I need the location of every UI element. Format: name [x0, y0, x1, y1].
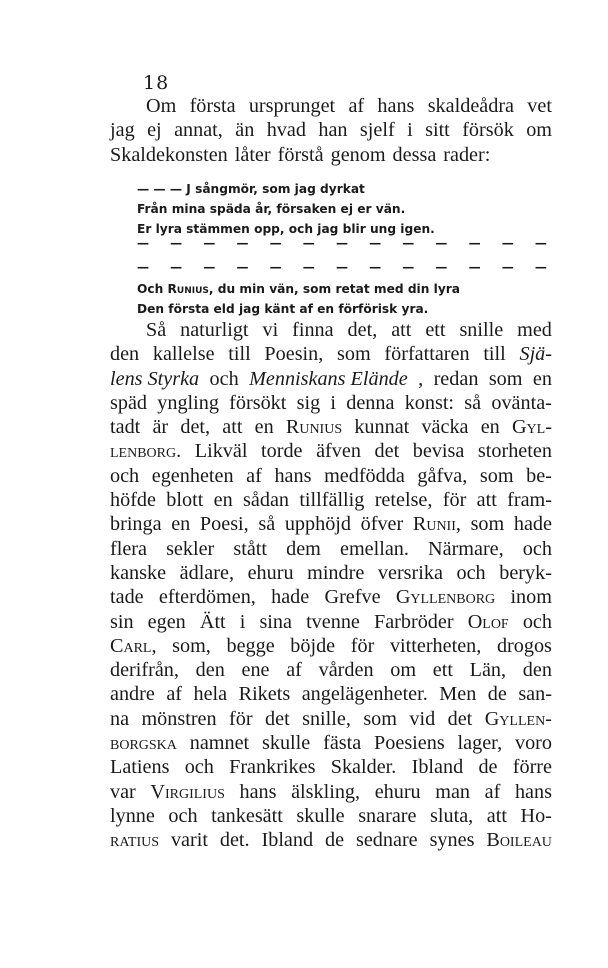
word: Frankrikes	[229, 756, 316, 779]
dash-row	[137, 236, 547, 250]
text-line	[110, 658, 552, 682]
verse-line: Er lyra stämmen opp, och jag blir ung igen.	[137, 222, 435, 236]
word: Skaldekonsten	[110, 143, 228, 166]
text-line	[110, 488, 552, 512]
word: om	[390, 659, 417, 682]
dash: —	[468, 260, 481, 274]
word: en	[171, 513, 191, 536]
word: sluta,	[430, 804, 474, 827]
word: egen	[147, 610, 186, 633]
text-line	[110, 464, 552, 488]
word: höfde	[110, 489, 156, 512]
word: hela	[193, 683, 228, 706]
word: tillfällig	[299, 489, 365, 512]
word: blott	[166, 489, 204, 512]
word: snille	[459, 319, 504, 341]
word: det	[374, 440, 400, 463]
word: författaren	[384, 343, 470, 366]
word: emellan.	[339, 537, 409, 560]
text-line	[110, 367, 552, 391]
word: hans	[274, 464, 312, 487]
dash: —	[534, 236, 547, 250]
word: med	[517, 319, 552, 341]
word: man	[435, 780, 471, 803]
word: böjde	[290, 634, 336, 657]
word: snarare	[358, 804, 417, 827]
word: yngling	[157, 391, 219, 414]
dash: —	[269, 236, 282, 250]
word: tvenne	[306, 610, 360, 633]
dash: —	[435, 260, 448, 274]
text-line	[110, 415, 552, 439]
text-line	[110, 828, 552, 852]
word: egenheten	[151, 464, 234, 487]
text-line	[110, 707, 552, 731]
text-line	[110, 439, 552, 463]
word: af	[286, 659, 302, 682]
word: än	[235, 119, 255, 142]
word: lynne	[110, 804, 155, 827]
dash: —	[369, 260, 382, 274]
word: jag	[110, 119, 135, 142]
word: den	[195, 659, 225, 682]
word: Poesiens	[374, 732, 445, 755]
word: naturligt	[180, 319, 249, 341]
dash: —	[302, 260, 315, 274]
word: be-	[526, 464, 552, 487]
word: bevisa	[412, 440, 465, 463]
word: öfver	[360, 513, 404, 536]
main-paragraph	[110, 318, 552, 853]
word: så	[258, 513, 276, 536]
word: redan	[433, 367, 479, 390]
word: Ätt	[199, 610, 226, 633]
dash: —	[335, 236, 348, 250]
text-line	[110, 561, 552, 585]
word: beryk-	[499, 561, 552, 584]
word: genom	[330, 143, 386, 166]
word: Gyl-	[511, 416, 552, 439]
text-line	[110, 731, 552, 755]
word: att	[391, 319, 412, 341]
word: och	[522, 537, 552, 560]
word: efterdömen,	[158, 586, 256, 609]
word: ratius	[110, 829, 160, 852]
word: hade	[513, 513, 552, 536]
word: förstå	[277, 143, 324, 166]
word: försökt	[229, 391, 287, 414]
dash: —	[203, 236, 216, 250]
word: som	[337, 343, 371, 366]
word: ursprunget	[248, 95, 336, 117]
word: en	[254, 416, 274, 439]
word: namnet	[189, 732, 250, 755]
word: sig	[296, 391, 321, 414]
word: hans	[514, 780, 552, 803]
word: det.	[219, 829, 250, 852]
word: rader:	[443, 143, 491, 166]
word: för	[442, 489, 467, 512]
word: varit	[170, 829, 208, 852]
word: och	[184, 756, 214, 779]
word: sednare	[355, 829, 418, 852]
word: Olof	[467, 610, 509, 633]
word: det,	[347, 319, 378, 341]
text-line	[110, 585, 552, 609]
text-line	[110, 118, 552, 142]
word: vet	[527, 95, 552, 117]
word: och	[209, 367, 239, 390]
text-line	[110, 537, 552, 561]
word: ej	[147, 119, 162, 142]
word: Men	[439, 683, 477, 706]
word: retelse,	[374, 489, 433, 512]
word: vid	[409, 707, 436, 730]
word: ett	[425, 319, 446, 341]
word: som	[470, 513, 505, 536]
text-line	[110, 512, 552, 536]
word: san-	[518, 683, 552, 706]
word: de	[487, 683, 507, 706]
word: de	[478, 756, 498, 779]
word: lager,	[457, 732, 503, 755]
dash: —	[402, 236, 415, 250]
word: sina	[259, 610, 292, 633]
word: och	[456, 561, 486, 584]
word: hans	[239, 780, 277, 803]
word: bringa	[110, 513, 162, 536]
verse-top	[137, 179, 547, 239]
word: Carl,	[110, 634, 157, 657]
word: begge	[226, 634, 275, 657]
word: den	[522, 659, 552, 682]
word: så	[464, 391, 482, 414]
dash: —	[170, 260, 183, 274]
text-line	[110, 94, 552, 118]
word: ehuru	[247, 561, 294, 584]
word: det	[447, 707, 473, 730]
word: späd	[110, 391, 148, 414]
word: Så	[146, 319, 167, 341]
word: till	[483, 343, 506, 366]
word: för	[229, 707, 253, 730]
word: sin	[110, 610, 134, 633]
dash: —	[534, 260, 547, 274]
word: sjelf	[359, 119, 395, 142]
text-line	[110, 634, 552, 658]
word: sitt	[425, 119, 450, 142]
dash: —	[402, 260, 415, 274]
dash: —	[236, 260, 249, 274]
word: kanske	[110, 561, 167, 584]
word: ene	[241, 659, 270, 682]
word: till	[228, 343, 251, 366]
word: flera	[110, 537, 147, 560]
dash: —	[335, 260, 348, 274]
text-line	[110, 342, 552, 366]
word: om	[526, 119, 552, 142]
dash: —	[302, 236, 315, 250]
text-line	[110, 391, 552, 415]
text-line	[110, 780, 552, 804]
word: den	[110, 343, 140, 366]
word: Latiens	[110, 756, 170, 779]
word: en	[213, 489, 233, 512]
word: af	[348, 95, 365, 117]
word: väcka	[421, 416, 469, 439]
word: mindre	[307, 561, 365, 584]
word: vi	[262, 319, 279, 341]
word: var	[110, 780, 136, 803]
word: dem	[286, 537, 321, 560]
word: ,	[418, 367, 424, 390]
dash: —	[236, 236, 249, 250]
word: det,	[180, 416, 211, 439]
text-line	[110, 682, 552, 706]
word: att	[222, 416, 243, 439]
word: ädlare,	[179, 561, 234, 584]
word: förre	[512, 756, 552, 779]
dash: —	[435, 236, 448, 250]
word: upphöjd	[284, 513, 351, 536]
word: som,	[172, 634, 211, 657]
page-number: 18	[143, 72, 170, 94]
word: en	[480, 416, 500, 439]
word: lens Styrka	[110, 367, 200, 390]
word: voro	[514, 732, 552, 755]
word: skulle	[262, 732, 311, 755]
word: tadt	[110, 416, 141, 439]
word: dessa	[392, 143, 437, 166]
word: sådan	[243, 489, 289, 512]
word: i	[407, 119, 413, 142]
word: ehuru	[374, 780, 421, 803]
word: som	[479, 464, 514, 487]
word: att	[486, 804, 507, 827]
word: af	[484, 780, 501, 803]
verse-line: — — — J sångmör, som jag dyrkat	[137, 182, 365, 196]
word: mönstren	[141, 707, 217, 730]
text-line	[110, 755, 552, 779]
word: af	[246, 464, 262, 487]
dash: —	[501, 260, 514, 274]
word: Gyllen-	[484, 707, 552, 730]
word: i	[239, 610, 246, 633]
word: lenborg.	[110, 440, 182, 463]
text-line	[110, 143, 552, 167]
word: Skalder.	[330, 756, 397, 779]
verse-text: , du min vän, som retat med din lyra	[208, 282, 460, 296]
word: Sjä-	[519, 343, 552, 366]
word: konst:	[404, 391, 455, 414]
word: oväntа-	[491, 391, 552, 414]
word: första	[189, 95, 236, 117]
word: synes	[429, 829, 475, 852]
word: kallelse	[152, 343, 215, 366]
dash: —	[137, 236, 149, 250]
word: och	[522, 610, 552, 633]
word: hade	[271, 586, 310, 609]
word: de	[325, 829, 345, 852]
word: Poesin,	[264, 343, 324, 366]
word: Rikets	[238, 683, 291, 706]
word: vitterheten,	[389, 634, 482, 657]
word: finna	[292, 319, 334, 341]
dash: —	[468, 236, 481, 250]
word: och	[168, 804, 198, 827]
word: versrika	[377, 561, 443, 584]
word: älskling,	[291, 780, 361, 803]
word: denna	[346, 391, 395, 414]
word: fram-	[507, 489, 552, 512]
word: i	[330, 391, 337, 414]
word: låter	[234, 143, 271, 166]
word: Likväl	[194, 440, 248, 463]
dash: —	[203, 260, 216, 274]
word: vården	[318, 659, 374, 682]
word: tade	[110, 586, 144, 609]
word: Virgilius	[150, 780, 225, 803]
word: angelägenheter.	[301, 683, 428, 706]
word: Närmare,	[428, 537, 504, 560]
text-line	[110, 610, 552, 634]
word: han	[318, 119, 348, 142]
word: skaldeådra	[427, 95, 515, 117]
dash: —	[269, 260, 282, 274]
word: storheten	[477, 440, 552, 463]
dash: —	[501, 236, 514, 250]
word: är	[152, 416, 169, 439]
word: Runii,	[412, 513, 461, 536]
word: Runius	[285, 416, 343, 439]
word: medfödda	[324, 464, 405, 487]
word: stått	[233, 537, 268, 560]
word: Poesi,	[199, 513, 249, 536]
word: tankesätt	[211, 804, 283, 827]
word: gåfva,	[417, 464, 468, 487]
dash: —	[137, 260, 149, 274]
word: att	[476, 489, 497, 512]
word: andre	[110, 683, 155, 706]
word: borgska	[110, 732, 177, 755]
word: Ibland	[411, 756, 464, 779]
word: Farbröder	[373, 610, 454, 633]
word: och	[110, 464, 140, 487]
word: som	[363, 707, 397, 730]
word: fästa	[323, 732, 362, 755]
word: inom	[510, 586, 552, 609]
dash-row	[137, 260, 547, 274]
word: torde	[261, 440, 303, 463]
verse-line: Från mina späda år, försaken ej er vän.	[137, 202, 406, 216]
word: som	[488, 367, 523, 390]
word: Gyllenborg	[395, 586, 496, 609]
verse-bottom	[137, 279, 547, 319]
word: för	[350, 634, 375, 657]
word: det	[265, 707, 290, 730]
word: äfven	[316, 440, 361, 463]
word: kunnat	[354, 416, 410, 439]
dash: —	[369, 236, 382, 250]
text-line	[110, 318, 552, 342]
word: Län,	[469, 659, 507, 682]
word: en	[532, 367, 552, 390]
word: hvad	[266, 119, 306, 142]
word: sekler	[166, 537, 215, 560]
word: annat,	[174, 119, 223, 142]
text-line	[110, 804, 552, 828]
word: Ibland	[261, 829, 314, 852]
word: na	[110, 707, 130, 730]
word: derifrån,	[110, 659, 179, 682]
word: af	[166, 683, 183, 706]
word: Ho-	[520, 804, 552, 827]
dash: —	[170, 236, 183, 250]
verse-line	[137, 279, 547, 299]
word: Menniskans Elände	[249, 367, 408, 390]
intro-paragraph	[110, 94, 552, 167]
word: skulle	[296, 804, 345, 827]
word: ett	[432, 659, 453, 682]
word: hans	[377, 95, 415, 117]
word: snille,	[302, 707, 351, 730]
verse-line: Den första eld jag känt af en förförisk yra.	[137, 302, 429, 316]
word: Boileau	[486, 829, 552, 852]
word: Om	[146, 95, 177, 117]
word: Grefve	[324, 586, 381, 609]
word: drogos	[496, 634, 552, 657]
word: försök	[462, 119, 514, 142]
verse-word: Och	[137, 282, 164, 296]
verse-name: Runius	[167, 282, 209, 296]
